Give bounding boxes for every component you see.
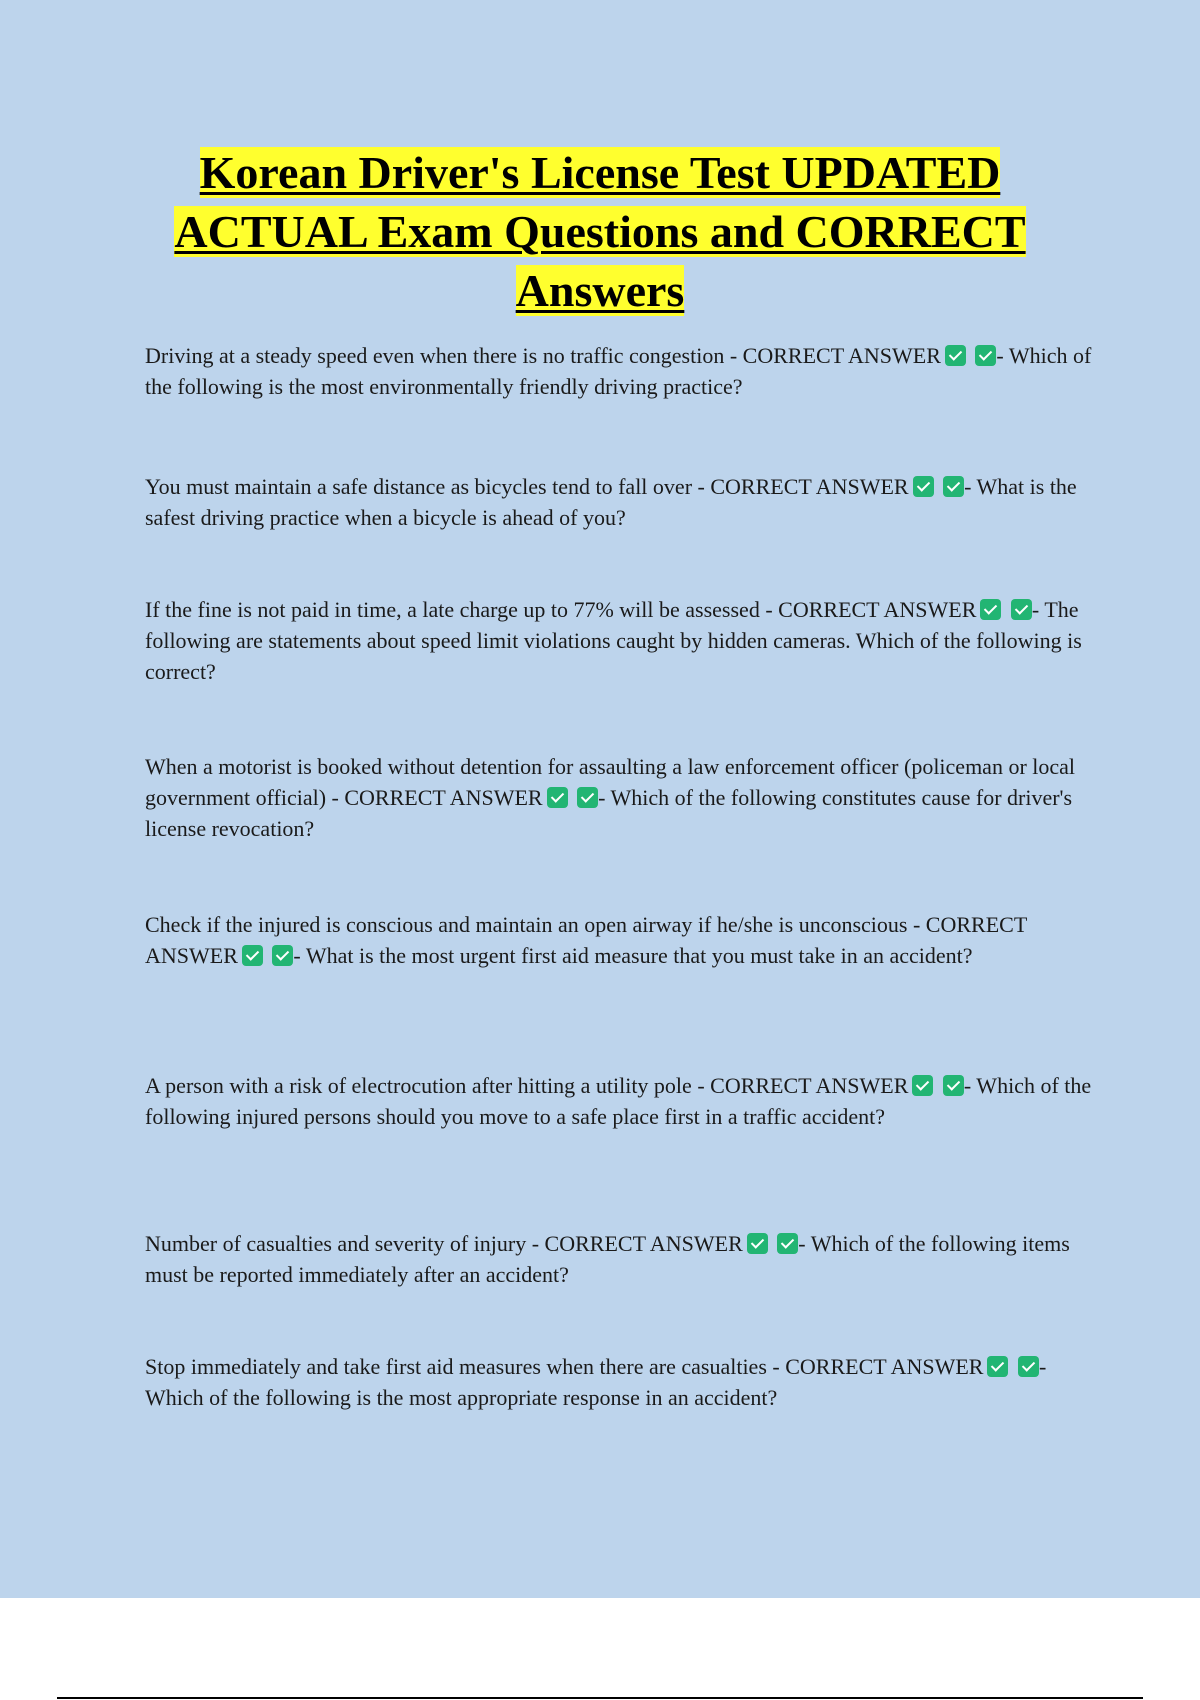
- qa-marker: - CORRECT ANSWER: [772, 1354, 984, 1379]
- qa-marker: - CORRECT ANSWER: [697, 1073, 909, 1098]
- footer-divider: [57, 1697, 1143, 1699]
- qa-item-7: [145, 1228, 1095, 1290]
- check-box-icon: [1011, 599, 1032, 620]
- check-box-icon: [912, 1075, 933, 1096]
- qa-answer: Stop immediately and take first aid measures when there are casualties: [145, 1354, 767, 1379]
- qa-question: - Which of the following items must be reported immediately after an accident?: [145, 1231, 1070, 1287]
- check-box-icon: [547, 787, 568, 808]
- qa-item-8: [145, 1351, 1095, 1413]
- qa-marker: - CORRECT ANSWER: [531, 1231, 743, 1256]
- qa-question: - Which of the following injured persons should you move to a safe place first in a traffic accident?: [145, 1073, 1092, 1129]
- qa-marker: - CORRECT ANSWER: [331, 785, 543, 810]
- check-box-icon: [1018, 1356, 1039, 1377]
- check-box-icon: [975, 345, 996, 366]
- check-box-icon: [913, 476, 934, 497]
- check-box-icon: [943, 476, 964, 497]
- qa-question: - What is the most urgent first aid measure that you must take in an accident?: [293, 943, 973, 968]
- check-box-icon: [980, 599, 1001, 620]
- qa-marker: - CORRECT ANSWER: [765, 597, 977, 622]
- qa-question: - Which of the following is the most appropriate response in an accident?: [145, 1354, 1047, 1410]
- qa-answer: Driving at a steady speed even when there is no traffic congestion: [145, 343, 725, 368]
- qa-item-5: [145, 909, 1095, 971]
- qa-question: - Which of the following is the most environmentally friendly driving practice?: [145, 343, 1092, 399]
- check-box-icon: [987, 1356, 1008, 1377]
- qa-marker: - CORRECT ANSWER: [729, 343, 941, 368]
- qa-answer: If the fine is not paid in time, a late charge up to 77% will be assessed: [145, 597, 760, 622]
- qa-item-6: [145, 1070, 1095, 1132]
- check-box-icon: [945, 345, 966, 366]
- qa-question: - The following are statements about speed limit violations caught by hidden cameras. Which of the following is correct?: [145, 597, 1082, 684]
- check-box-icon: [577, 787, 598, 808]
- check-box-icon: [777, 1233, 798, 1254]
- check-box-icon: [747, 1233, 768, 1254]
- document-title: Korean Driver's License Test UPDATED ACTUAL Exam Questions and CORRECT Answers: [174, 147, 1026, 316]
- qa-question: - What is the safest driving practice when a bicycle is ahead of you?: [145, 474, 1077, 530]
- check-box-icon: [272, 945, 293, 966]
- qa-item-1: [145, 340, 1095, 402]
- qa-marker: - CORRECT ANSWER: [145, 912, 1027, 968]
- qa-answer: Check if the injured is conscious and maintain an open airway if he/she is unconscious: [145, 912, 908, 937]
- qa-answer: Number of casualties and severity of injury: [145, 1231, 527, 1256]
- qa-answer: When a motorist is booked without detention for assaulting a law enforcement officer (policeman or local government official): [145, 754, 1076, 810]
- check-box-icon: [943, 1075, 964, 1096]
- qa-item-3: [145, 594, 1095, 687]
- check-box-icon: [242, 945, 263, 966]
- qa-answer: You must maintain a safe distance as bicycles tend to fall over: [145, 474, 693, 499]
- qa-item-2: [145, 471, 1095, 533]
- qa-item-4: [145, 751, 1095, 844]
- qa-question: - Which of the following constitutes cause for driver's license revocation?: [145, 785, 1073, 841]
- qa-answer: A person with a risk of electrocution after hitting a utility pole: [145, 1073, 692, 1098]
- qa-marker: - CORRECT ANSWER: [697, 474, 909, 499]
- document-title-block: [100, 143, 1100, 320]
